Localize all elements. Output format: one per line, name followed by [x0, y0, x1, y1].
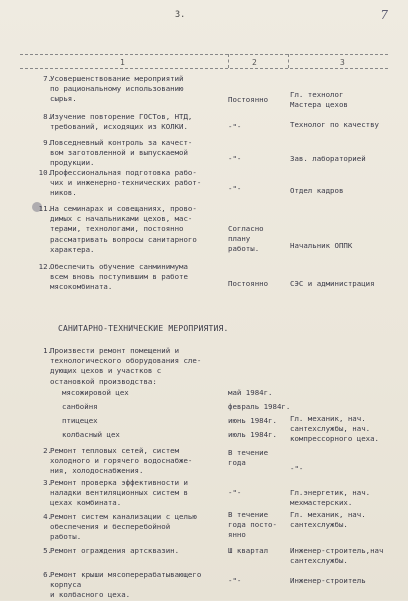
column-header-2: 2 — [252, 58, 257, 67]
section-title: САНИТАРНО-ТЕХНИЧЕСКИЕ МЕРОПРИЯТИЯ. — [58, 324, 229, 333]
row-text: Произвести ремонт помещений и технологического оборудования сле- дующих цехов и участков с остановкой производства: — [50, 346, 202, 386]
row-responsible: Инженер-строитель — [290, 576, 366, 585]
row-term: В течение года — [228, 448, 269, 468]
row-term: -"- — [228, 122, 242, 131]
row-term: Согласно плану работы. — [228, 224, 264, 254]
row-term: Ш квартал — [228, 546, 269, 555]
row-number: 3. — [43, 478, 52, 487]
row-responsible: СЭС и администрация — [290, 279, 375, 288]
row-responsible: Инженер-строитель,нач сантехслужбы. — [290, 546, 384, 566]
row-number: 5. — [43, 546, 52, 555]
row-responsible: Гл. механик, нач. сантехслужбы. — [290, 510, 366, 530]
row-term: -"- — [228, 154, 242, 163]
row-number: 4. — [43, 512, 52, 521]
row-text: Ремонт систем канализации с целью обеспечения и бесперебойной работы. — [50, 512, 197, 542]
row-text: Профессиональная подготовка рабо- чих и инженерно-технических работ- ников. — [50, 168, 202, 198]
row-term: -"- — [228, 576, 242, 585]
row-responsible: Гл.энергетик, нач. мехмастерских. — [290, 488, 371, 508]
row-text: Ремонт ограждения артсквазин. — [50, 546, 180, 555]
row-number: 10. — [38, 168, 52, 177]
row-text: На семинарах и совещаниях, прово- димых с начальниками цехов, мас- терами, технологами, постоянно рассматривать вопросы санитарного характера. — [50, 204, 197, 254]
column-separator — [228, 54, 229, 68]
row-responsible: Гл. механик, нач. сантехслужбы, нач. компрессорного цеха. — [290, 414, 379, 444]
sub-item: санбойня — [62, 402, 98, 411]
row-number: 11. — [38, 204, 52, 213]
header-rule-top — [20, 54, 388, 55]
row-number: 7. — [43, 74, 52, 83]
row-number: 8. — [43, 112, 52, 121]
row-number: 12. — [38, 262, 52, 271]
row-number: 2. — [43, 446, 52, 455]
row-responsible: Отдел кадров — [290, 186, 344, 195]
sub-item-date: февраль 1984г. — [228, 402, 291, 411]
header-rule-bottom — [20, 68, 388, 69]
row-text: Повседневный контроль за качест- вом заготовленной и выпускаемой продукции. — [50, 138, 193, 168]
row-text: Обеспечить обучение санминимума всем вновь поступившим в работе мясокомбината. — [50, 262, 188, 292]
row-text: Ремонт проверка эффективности и наладки вентиляционных систем в цехах комбината. — [50, 478, 188, 508]
row-number: 6. — [43, 570, 52, 579]
handwritten-page-number: 7 — [380, 8, 388, 22]
row-responsible: Гл. технолог Мастера цехов — [290, 90, 348, 110]
sub-item-date: май 1984г. — [228, 388, 273, 397]
row-responsible: Технолог по качеству — [290, 120, 379, 129]
row-term: Постоянно — [228, 95, 269, 104]
row-term: -"- — [228, 488, 242, 497]
row-term: -"- — [228, 184, 242, 193]
row-responsible: Начальник ОППК — [290, 241, 353, 250]
column-header-3: 3 — [340, 58, 345, 67]
row-text: Усовершенствование мероприятий по рациональному использованию сырья. — [50, 74, 184, 104]
row-term: Постоянно — [228, 279, 269, 288]
sub-item: птицецех — [62, 416, 98, 425]
sub-item-date: июнь 1984г. — [228, 416, 277, 425]
row-text: Изучение повторение ГОСТов, НТД, требований, исходящих из КОЛКИ. — [50, 112, 193, 132]
row-number: 9. — [43, 138, 52, 147]
sub-item: колбасный цех — [62, 430, 120, 439]
row-responsible: -"- — [290, 464, 304, 473]
column-header-1: 1 — [120, 58, 125, 67]
row-term: В течение года посто- янно — [228, 510, 277, 540]
row-responsible: Зав. лабораторией — [290, 154, 366, 163]
row-number: 1. — [43, 346, 52, 355]
row-text: Ремонт тепловых сетей, систем холодного и горячего водоснабже- ния, холодоснабжения. — [50, 446, 193, 476]
column-separator — [288, 54, 289, 68]
sub-item-date: июль 1984г. — [228, 430, 277, 439]
row-text: Ремонт крыши мясоперерабатывающего корпуса и колбасного цеха. — [50, 570, 202, 600]
sub-item: мясожировой цех — [62, 388, 129, 397]
page-number: 3. — [175, 10, 186, 20]
